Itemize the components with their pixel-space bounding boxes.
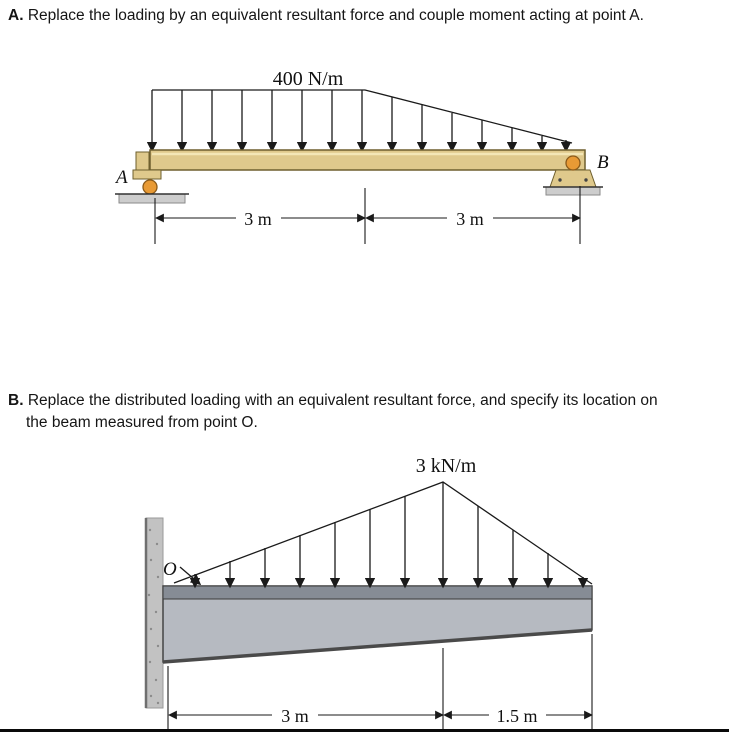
dim-a-left-label: 3 m — [244, 209, 272, 229]
roller-bracket-plate — [133, 170, 161, 179]
dim-b-left-label: 3 m — [281, 706, 309, 726]
load-arrows-a — [152, 90, 566, 143]
problem-b-line2: the beam measured from point O. — [26, 414, 258, 431]
o-pointer-arrow — [180, 567, 194, 579]
dimension-a — [155, 186, 580, 244]
dim-b-right-label: 1.5 m — [496, 706, 538, 726]
load-a-label: 400 N/m — [272, 68, 344, 90]
problem-a-statement — [8, 5, 724, 27]
pin-bracket — [550, 170, 596, 187]
beam-b — [163, 586, 592, 662]
pin-bolt — [558, 178, 561, 181]
problem-b-label: B. — [8, 392, 24, 409]
figure-b — [0, 440, 729, 732]
wall — [146, 518, 163, 708]
beam-b-top-flange — [163, 586, 592, 599]
problem-b-line1 — [8, 390, 724, 412]
load-triangle-line — [174, 482, 592, 584]
point-a-label: A — [116, 167, 128, 188]
load-arrows-b — [195, 482, 583, 579]
wall-face — [146, 518, 163, 708]
dim-a-right-label: 3 m — [456, 209, 484, 229]
pin-bolt — [584, 178, 587, 181]
problem-b-text1: Replace the distributed loading with an equivalent resultant force, and specify its location on — [27, 392, 658, 409]
roller-pin — [143, 180, 157, 194]
ground-right — [546, 187, 600, 195]
load-b-label: 3 kN/m — [415, 455, 477, 477]
problem-a-label: A. — [8, 7, 24, 24]
ground-left — [119, 194, 185, 203]
point-b-label: B — [597, 152, 609, 173]
problem-b-statement — [8, 390, 724, 434]
figure-a — [0, 40, 729, 280]
problem-a-text: Replace the loading by an equivalent resultant force and couple moment acting at point A. — [27, 7, 644, 24]
point-o-label: O — [163, 559, 177, 580]
pin — [566, 156, 580, 170]
